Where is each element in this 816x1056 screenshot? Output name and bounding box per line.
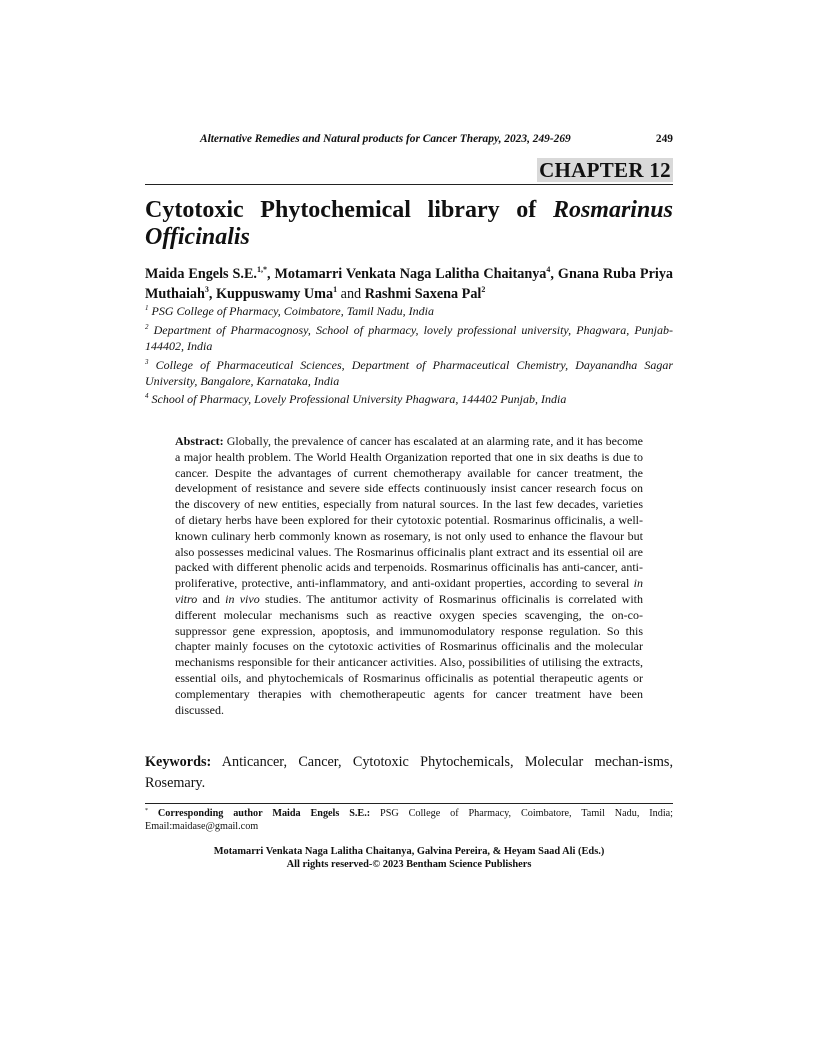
affiliation-text: Department of Pharmacognosy, School of pharmacy, lovely professional university, Phagwara, Punjab- 144402, India bbox=[145, 323, 673, 353]
affiliation-1 bbox=[145, 303, 673, 319]
author-name: Gnana Ruba Priya Muthaiah bbox=[145, 266, 674, 302]
author-affiliation-mark: 3 bbox=[204, 285, 209, 294]
abstract-text: and bbox=[197, 591, 226, 606]
affiliation-3 bbox=[145, 357, 673, 389]
keywords-label: Keywords: bbox=[145, 754, 212, 770]
abstract-text: studies. The antitumor activity of Rosmarinus officinalis is correlated with different molecular mechanisms such as reactive oxygen species scavenging, the on-co-suppressor gene expression, apoptosis, and immunomodulatory response regulation. So this chapter mainly focuses on the cytotoxic activities of Rosmarinus officinalis and the molecular mechanisms responsible for their anticancer activities. Also, possibilities of utilising the extracts, essential oils, and phytochemicals of Rosmarinus officinalis as potential therapeutic agents or complementary therapies with chemotherapeutic agents for cancer treatment have been discussed. bbox=[175, 591, 643, 717]
keywords bbox=[145, 752, 673, 794]
title-prefix: Cytotoxic Phytochemical library of bbox=[145, 197, 553, 223]
editors-line: Motamarri Venkata Naga Lalitha Chaitanya, Galvina Pereira, & Heyam Saad Ali (Eds.) bbox=[213, 846, 605, 857]
author-affiliation-mark: 4 bbox=[546, 265, 551, 274]
author-name: Maida Engels S.E. bbox=[145, 266, 257, 282]
author-name: Rashmi Saxena Pal bbox=[364, 286, 482, 302]
author-affiliation-mark: 2 bbox=[481, 285, 486, 294]
abstract-text: Globally, the prevalence of cancer has escalated at an alarming rate, and it has become a major health problem. The World Health Organization reported that one in six deaths is due to cancer. Despite the advantages of current chemotherapy available for cancer treatment, the development of resistance and severe side effects continuously insist cancer research focus on the discovery of new entities, especially from natural sources. In the last few decades, varieties of dietary herbs have been explored for their cytotoxic potential. Rosmarinus officinalis, a well-known culinary herb commonly known as rosemary, is not only used to enhance the flavour but also possesses medicinal values. The Rosmarinus officinalis plant extract and its essential oil are packed with different phenolic acids and terpenoids. Rosmarinus officinalis has anti-cancer, anti-proliferative, protective, anti-inflammatory, and anti-oxidant properties, according to several bbox=[175, 434, 643, 591]
author-name: Kuppuswamy Uma bbox=[216, 286, 334, 302]
author-affiliation-mark: 1 bbox=[333, 285, 338, 294]
abstract-italic: in vivo bbox=[225, 591, 260, 606]
author-separator: and bbox=[337, 286, 365, 302]
chapter-label: CHAPTER 12 bbox=[539, 158, 671, 182]
footnote-text: PSG College of Pharmacy, Coimbatore, Tamil Nadu, India; Email:maidase@gmail.com bbox=[145, 808, 674, 832]
running-head bbox=[200, 133, 673, 145]
affiliation-text: School of Pharmacy, Lovely Professional University Phagwara, 144402 Punjab, India bbox=[151, 392, 567, 406]
affiliation-2 bbox=[145, 322, 673, 354]
affiliation-number: 1 bbox=[145, 304, 149, 312]
author-separator: , bbox=[550, 266, 558, 282]
footnote-mark: * bbox=[145, 808, 148, 814]
affiliation-number: 2 bbox=[145, 323, 149, 331]
author-list bbox=[145, 264, 673, 304]
keywords-text: Anticancer, Cancer, Cytotoxic Phytochemicals, Molecular mechan-isms, Rosemary. bbox=[145, 754, 673, 791]
affiliation-number: 4 bbox=[145, 392, 149, 400]
title-species: Rosmarinus Officinalis bbox=[145, 197, 673, 250]
affiliation-text: College of Pharmaceutical Sciences, Department of Pharmaceutical Chemistry, Dayanandha Sagar University, Bangalore, Karnataka, India bbox=[145, 358, 673, 388]
page-number: 249 bbox=[655, 133, 673, 145]
journal-title: Alternative Remedies and Natural products for Cancer Therapy bbox=[200, 133, 499, 145]
chapter-header bbox=[145, 158, 673, 185]
footnote-divider bbox=[145, 803, 673, 804]
publisher-footer bbox=[145, 845, 673, 871]
chapter-title bbox=[145, 197, 673, 251]
author-name: Motamarri Venkata Naga Lalitha Chaitanya bbox=[274, 266, 547, 282]
affiliation-4 bbox=[145, 391, 673, 407]
author-separator: , bbox=[208, 286, 217, 302]
author-affiliation-mark: 1,* bbox=[256, 265, 267, 274]
journal-issue: , 2023, 249-269 bbox=[498, 133, 571, 145]
affiliation-text: PSG College of Pharmacy, Coimbatore, Tamil Nadu, India bbox=[151, 304, 434, 318]
footnote-label: Corresponding author Maida Engels S.E.: bbox=[157, 808, 371, 819]
rights-line: All rights reserved-© 2023 Bentham Science Publishers bbox=[286, 859, 532, 870]
abstract bbox=[175, 434, 643, 718]
abstract-label: Abstract: bbox=[175, 434, 224, 448]
author-separator: , bbox=[266, 266, 275, 282]
abstract-italic: in vitro bbox=[175, 576, 643, 606]
corresponding-author-footnote bbox=[145, 807, 673, 833]
affiliation-number: 3 bbox=[145, 358, 149, 366]
